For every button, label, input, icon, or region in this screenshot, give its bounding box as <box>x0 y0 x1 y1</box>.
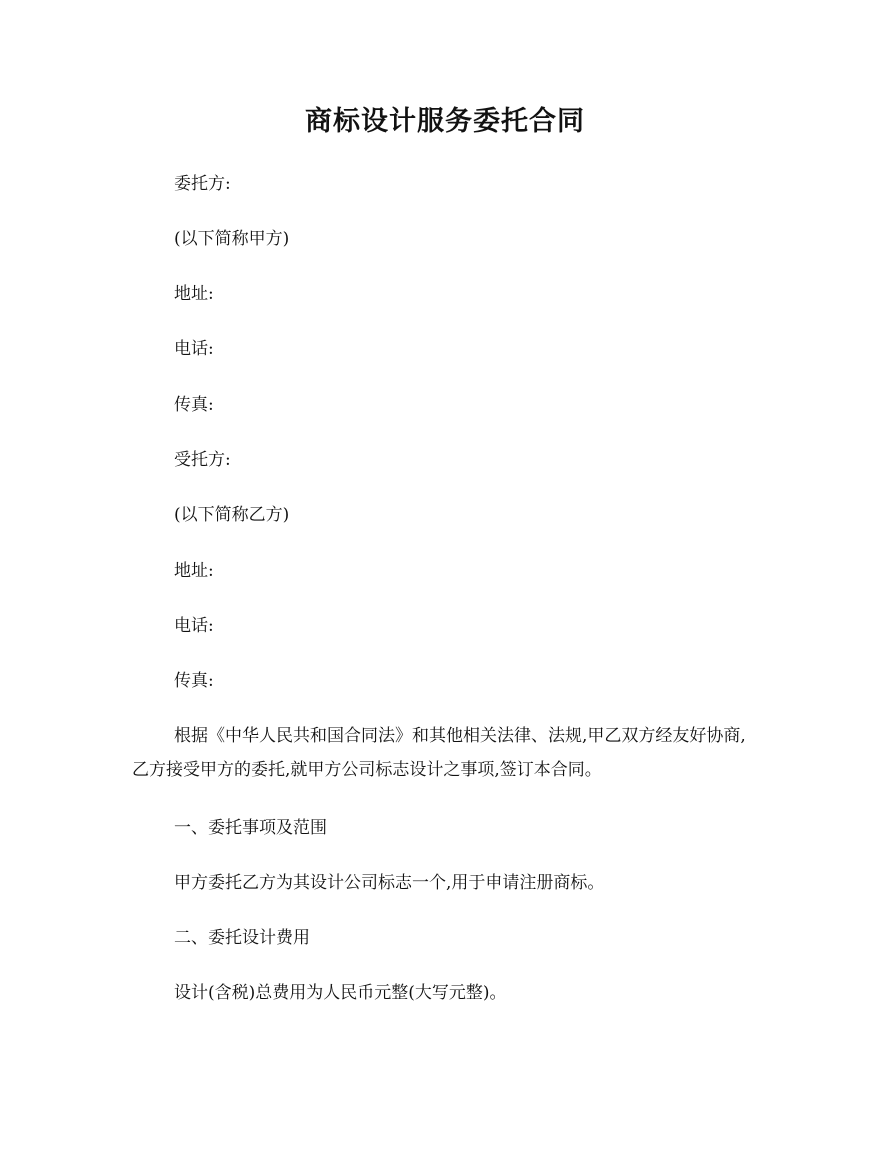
party-b-fax: 传真: <box>174 671 214 691</box>
party-b-phone: 电话: <box>174 616 214 636</box>
party-b-address: 地址: <box>174 561 214 581</box>
party-a-address: 地址: <box>174 284 214 304</box>
party-a-phone: 电话: <box>174 339 214 359</box>
party-a-alias: (以下简称甲方) <box>174 229 290 249</box>
section-1-body: 甲方委托乙方为其设计公司标志一个,用于申请注册商标。 <box>174 873 605 893</box>
party-a-fax: 传真: <box>174 395 214 415</box>
party-b-alias: (以下简称乙方) <box>174 505 290 525</box>
document-title: 商标设计服务委托合同 <box>305 106 585 137</box>
section-1-heading: 一、委托事项及范围 <box>174 818 327 838</box>
section-2-heading: 二、委托设计费用 <box>174 928 310 948</box>
party-a-label: 委托方: <box>174 174 231 194</box>
party-b-label: 受托方: <box>174 450 231 470</box>
section-2-body: 设计(含税)总费用为人民币元整(大写元整)。 <box>174 983 507 1003</box>
preamble-paragraph: 根据《中华人民共和国合同法》和其他相关法律、法规,甲乙双方经友好协商,乙方接受甲方的委托,就甲方公司标志设计之事项,签订本合同。 <box>132 726 746 780</box>
